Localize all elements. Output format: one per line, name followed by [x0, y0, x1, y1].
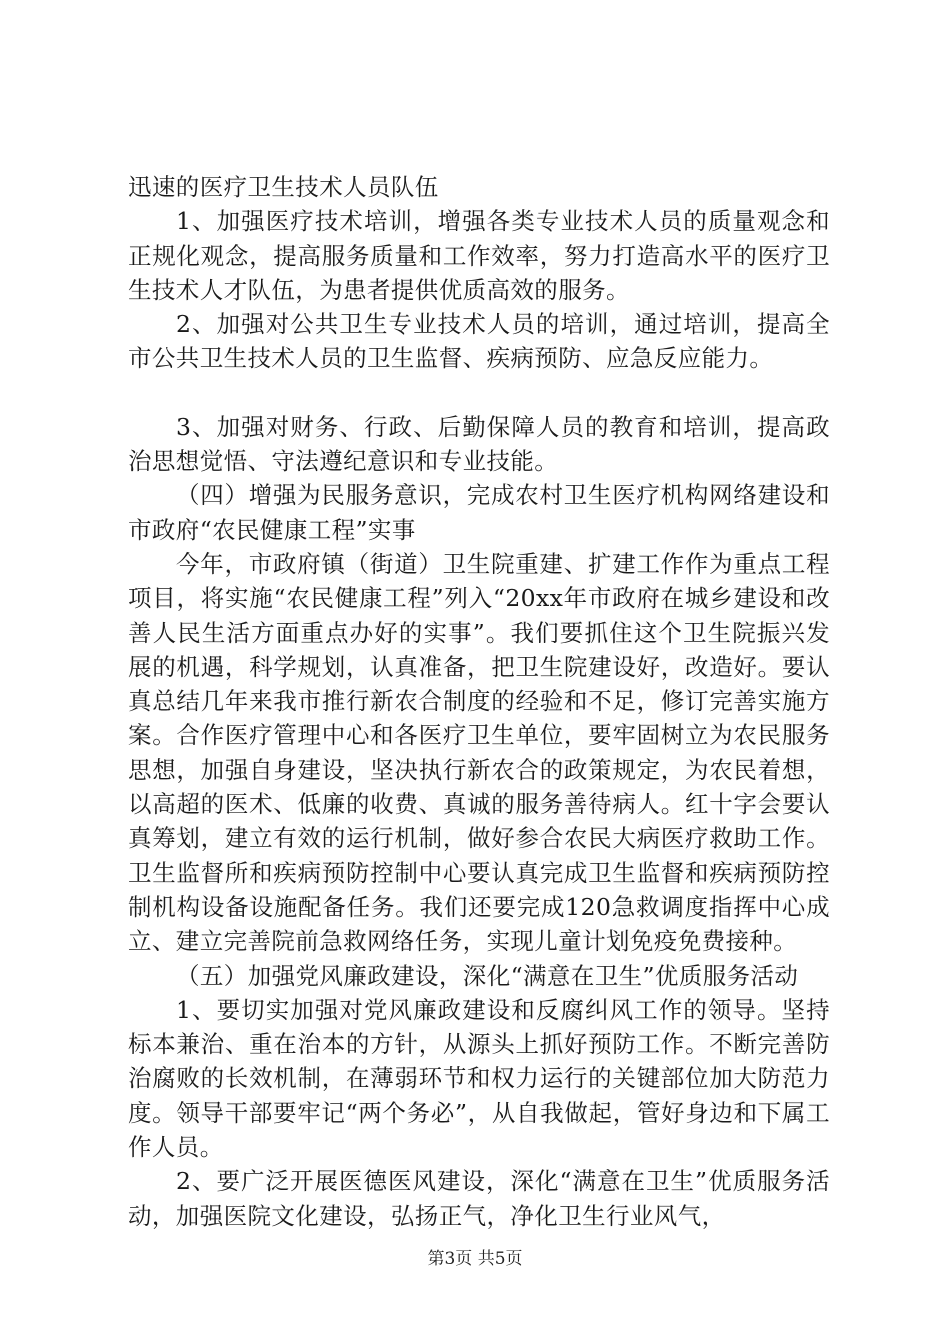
section-heading-5: （五）加强党风廉政建设，深化“满意在卫生”优质服务活动 [176, 961, 799, 990]
paragraph-continuation: 迅速的医疗卫生技术人员队伍 [128, 173, 439, 201]
paragraph-item-1-anti-corruption: 1、要切实加强对党风廉政建设和反腐纠风工作的领导。坚持标本兼治、重在治本的方针，从源头上抓好预防工作。不断完善防治腐败的长效机制，在薄弱环节和权力运行的关键部位加大防范力度。领导干部要牢记“两个务必”，从自我做起，管好身边和下属工作人员。 [128, 995, 830, 1162]
paragraph-item-2-public-health: 2、加强对公共卫生专业技术人员的培训，通过培训，提高全市公共卫生技术人员的卫生监督、疾病预防、应急反应能力。 [128, 310, 830, 373]
paragraph-farmers-health-project: 今年，市政府镇（街道）卫生院重建、扩建工作作为重点工程项目，将实施“农民健康工程”列入“20xx年市政府在城乡建设和改善人民生活方面重点办好的实事”。我们要抓住这个卫生院振兴发展的机遇，科学规划，认真准备，把卫生院建设好，改造好。要认真总结几年来我市推行新农合制度的经验和不足，修订完善实施方案。合作医疗管理中心和各医疗卫生单位，要牢固树立为农民服务思想，加强自身建设，坚决执行新农合的政策规定，为农民着想，以高超的医术、低廉的收费、真诚的服务善待病人。红十字会要认真筹划，建立有效的运行机制，做好参合农民大病医疗救助工作。卫生监督所和疾病预防控制中心要认真完成卫生监督和疾病预防控制机构设备设施配备任务。我们还要完成120急救调度指挥中心成立、建立完善院前急救网络任务，实现儿童计划免疫免费接种。 [128, 549, 830, 956]
paragraph-item-2-medical-ethics: 2、要广泛开展医德医风建设，深化“满意在卫生”优质服务活动，加强医院文化建设，弘扬正气，净化卫生行业风气， [128, 1167, 830, 1230]
paragraph-item-1-training: 1、加强医疗技术培训，增强各类专业技术人员的质量观念和正规化观念，提高服务质量和工作效率，努力打造高水平的医疗卫生技术人才队伍，为患者提供优质高效的服务。 [128, 207, 830, 304]
page-number-footer: 第3页 共5页 [427, 1249, 523, 1269]
section-heading-4: （四）增强为民服务意识，完成农村卫生医疗机构网络建设和市政府“农民健康工程”实事 [128, 481, 830, 544]
document-body [128, 170, 830, 1233]
paragraph-item-3-support-staff: 3、加强对财务、行政、后勤保障人员的教育和培训，提高政治思想觉悟、守法遵纪意识和专业技能。 [128, 412, 830, 476]
